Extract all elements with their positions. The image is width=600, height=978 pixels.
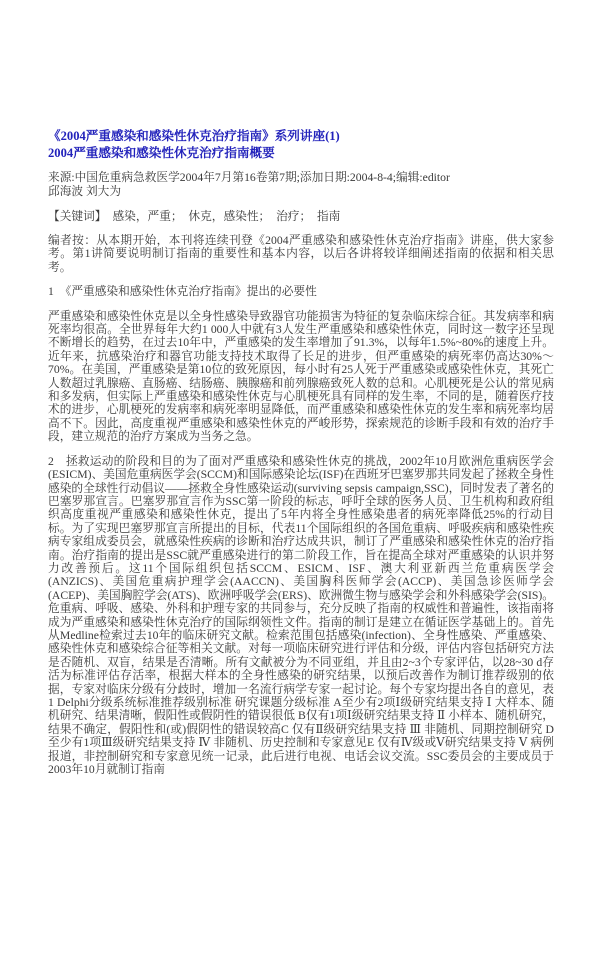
- paragraph-1: 严重感染和感染性休克是以全身性感染导致器官功能损害为特征的复杂临床综合征。其发病率和病死率均很高。全世界每年大约1 000人中就有3人发生严重感染和感染性休克，同时这一数字还呈现不断增长的趋势，在过去10年中，严重感染的发生率增加了91.3%，以每年1.5%~80%的速度上升。近年来，抗感染治疗和器官功能支持技术取得了长足的进步，但严重感染的病死率仍高达30%～70%。在美国，严重感染是第10位的致死原因，每小时有25人死于严重感染或感染性休克，其死亡人数超过乳腺癌、直肠癌、结肠癌、胰腺癌和前列腺癌致死人数的总和。心肌梗死是公认的常见病和多发病，但实际上严重感染和感染性休克与心肌梗死具有同样的发生率，不同的是，随着医疗技术的进步，心肌梗死的发病率和病死率明显降低，而严重感染和感染性休克的发生率和病死率均居高不下。因此，高度重视严重感染和感染性休克的严峻形势，探索规范的诊断手段和有效的治疗手段，建立规范的治疗方案成为当务之急。: [48, 309, 554, 444]
- keywords-label: 【关键词】: [48, 209, 107, 223]
- article-title: [48, 128, 554, 162]
- keywords-line: [48, 210, 554, 223]
- article-body: [48, 128, 554, 776]
- keywords-text: 感染，严重； 休克，感染性； 治疗； 指南: [112, 209, 341, 223]
- editor-note: 编者按：从本期开始，本刊将连续刊登《2004严重感染和感染性休克治疗指南》讲座，供大家参考。第1讲简要说明制订指南的重要性和基本内容，以后各讲将较详细阐述指南的依据和相关思考。: [48, 234, 554, 274]
- paragraph-2: 2 拯救运动的阶段和目的为了面对严重感染和感染性休克的挑战，2002年10月欧洲危重病医学会(ESICM)、美国危重病医学会(SCCM)和国际感染论坛(ISF)在西班牙巴塞罗那共同发起了拯救全身性感染的全球性行动倡议——拯救全身性感染运动(surviving sepsis campaign,SSC)，同时发表了著名的巴塞罗那宣言。巴塞罗那宣言作为SSC第一阶段的标志，呼吁全球的医务人员、卫生机构和政府组织高度重视严重感染和感染性休克，提出了5年内将全身性感染患者的病死率降低25%的行动目标。为了实现巴塞罗那宣言所提出的目标，代表11个国际组织的各国危重病、呼吸疾病和感染性疾病专家组成委员会，就感染性疾病的诊断和治疗达成共识，制订了严重感染和感染性休克的治疗指南。治疗指南的提出是SSC就严重感染进行的第二阶段工作，旨在提高全球对严重感染的认识并努力改善预后。这11个国际组织包括SCCM、ESICM、ISF、澳大利亚新西兰危重病医学会(ANZICS)、美国危重病护理学会(AACCN)、美国胸科医师学会(ACCP)、美国急诊医师学会(ACEP)、美国胸腔学会(ATS)、欧洲呼吸学会(ERS)、欧洲微生物与感染学会和外科感染学会(SIS)。危重病、呼吸、感染、外科和护理专家的共同参与，充分反映了指南的权威性和普遍性，该指南将成为严重感染和感染性休克治疗的国际纲领性文件。指南的制订是建立在循证医学基础上的。首先从Medline检索过去10年的临床研究文献。检索范围包括感染(infection)、全身性感染、严重感染、感染性休克和感染综合征等相关文献。对每一项临床研究进行评估和分级，评估内容包括研究方法是否随机、双盲，结果是否清晰。所有文献被分为不同亚组，并且由2~3个专家评估，以28~30 d存活为标准评估存活率，根据大样本的全身性感染的研究结果，以预后改善作为制订推荐级别的依据，专家对临床分级有分歧时，增加一名流行病学专家一起讨论。每个专家均提出各自的意见，表1 Delphi分级系统标准推荐级别标准 研究课题分级标准 A至少有2项Ⅰ级研究结果支持 Ⅰ 大样本、随机研究、结果清晰，假阳性或假阴性的错误很低 B仅有1项Ⅰ级研究结果支持 Ⅱ 小样本、随机研究，结果不确定，假阳性和(或)假阴性的错误较高C 仅有Ⅱ级研究结果支持 Ⅲ 非随机、同期控制研究 D 至少有1项Ⅲ级研究结果支持 Ⅳ 非随机、历史控制和专家意见E 仅有Ⅳ级或Ⅴ研究结果支持 Ⅴ 病例报道，非控制研究和专家意见统一记录，此后进行电视、电话会议交流。SSC委员会的主要成员于2003年10月就制订指南: [48, 454, 554, 777]
- article-meta: [48, 171, 554, 199]
- page-title-line1: 《2004严重感染和感染性休克治疗指南》系列讲座(1): [48, 129, 340, 143]
- page-title-line2: 2004严重感染和感染性休克治疗指南概要: [48, 146, 275, 160]
- source-line: 来源:中国危重病急救医学2004年7月第16卷第7期;添加日期:2004-8-4;编辑:editor: [48, 171, 450, 184]
- section1-heading: 1 《严重感染和感染性休克治疗指南》提出的必要性: [48, 285, 317, 299]
- authors-line: 邱海波 刘大为: [48, 184, 122, 198]
